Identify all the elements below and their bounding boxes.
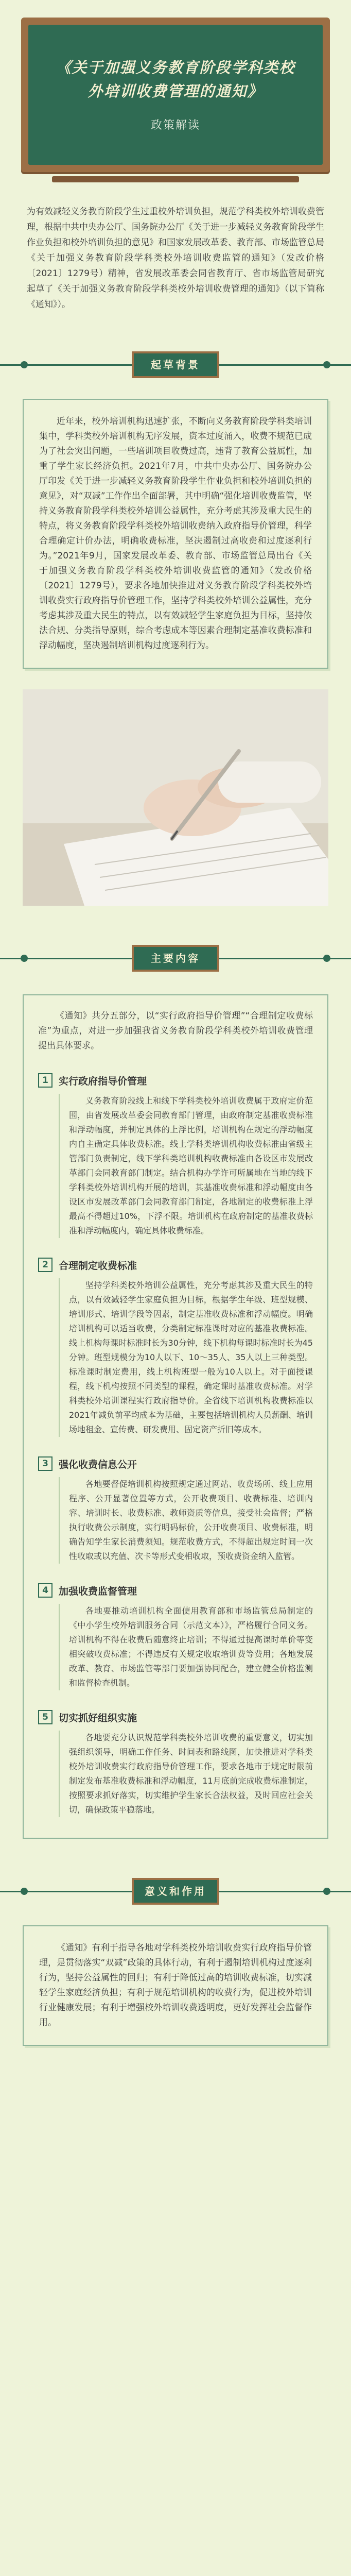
item-body: 各地要督促培训机构按照规定通过网站、收费场所、线上应用程序、公开显著位置等方式，公开收费项目、收费标准、培训内容、培训时长、收费标准、教师资质等信息，接受社会监督；严格执行收费公示制度，实行明码标价，公开收费项目、收费标准，明确告知学生家长消费须知。规范收费方式，不得超出规定时间一次性收取或以充值、次卡等形式变相收取，预收费资金纳入监管。 [59,1477,313,1564]
section-tag-content: 主要内容 [132,945,219,972]
item-body: 义务教育阶段线上和线下学科类校外培训收费属于政府定价范围，由省发展改革委会同教育部门管理，由政府制定基准收费标准和浮动幅度，并制定具体的上浮比例，培训机构在规定的浮动幅度内自主确定具体收费标准。线上学科类培训机构收费标准由省级主管部门负责制定，线下学科类培训机构收费标准由各设区市发展改革部门会同教育部门制定。结合机构办学许可所属地在当地的线下学科类校外培训机构开展的培训，其基准收费标准和浮动幅度由各设区市发展改革部门会同教育部门制定，各地制定的收费标准上浮最高不得超过10%，下浮不限。培训机构在政府制定的基准收费标准和浮动幅度内，确定具体收费标准。 [59,1094,313,1238]
background-frame [23,399,328,669]
chalk-tray [52,176,299,182]
section-tag-background: 起草背景 [132,351,219,378]
content-item [38,1073,313,1238]
chalkboard-header [21,18,330,172]
section-tag-significance: 意义和作用 [132,1878,219,1905]
item-title: 加强收费监督管理 [59,1585,137,1597]
section-banner-content [0,938,351,979]
banner-dot [21,1888,28,1895]
item-number: 1 [38,1073,52,1088]
item-header [38,1710,313,1724]
content-lead: 《通知》共分五部分，以“实行政府指导价管理”“合理制定收费标准”为重点，对进一步加强我省义务教育阶段学科类校外培训收费管理提出具体要求。 [38,1011,313,1051]
intro-paragraph: 为有效减轻义务教育阶段学生过重校外培训负担，规范学科类校外培训收费管理，根据中共中央办公厅、国务院办公厅《关于进一步减轻义务教育阶段学生作业负担和校外培训负担的意见》和国家发展改革委、教育部、市场监管总局《关于加强义务教育阶段学科类校外培训收费监管的通知》（发改价格〔2021〕1279号）精神，省发展改革委会同省教育厅、省市场监管局研究起草了《关于加强义务教育阶段学科类校外培训收费管理的通知》（以下简称《通知》）。 [27,207,324,310]
item-header [38,1456,313,1471]
chalkboard-surface [28,25,323,165]
writing-hand-illustration [23,689,328,906]
content-frame [23,994,328,1839]
item-number: 3 [38,1456,52,1471]
banner-dot [21,955,28,962]
content-item [38,1456,313,1564]
section-banner-background [0,344,351,385]
significance-text: 《通知》有利于指导各地对学科类校外培训收费实行政府指导价管理，是贯彻落实“双减”政策的具体行动，有利于遏制培训机构过度逐利行为，坚持公益属性的回归；有利于降低过高的培训收费标准，切实减轻学生家庭经济负担；有利于规范培训机构的收费行为，促进校外培训行业健康发展；有利于增强校外培训收费透明度，更好发挥社会监督作用。 [39,1943,312,2028]
banner-dot [323,1888,330,1895]
writing-hand-photo [23,689,328,906]
item-title: 合理制定收费标准 [59,1260,137,1272]
significance-frame [23,1925,328,2046]
item-header [38,1583,313,1598]
background-text: 近年来，校外培训机构迅速扩张，不断向义务教育阶段学科类培训集中，学科类校外培训机构无序发展，资本过度涌入，收费不规范已成为了社会突出问题，一些培训项目收费过高，违背了教育公益属性，加重了学生家长经济负担。2021年7月，中共中央办公厅、国务院办公厅印发《关于进一步减轻义务教育阶段学生作业负担和校外培训负担的意见》，对“双减”工作作出全面部署，其中明确“强化培训收费监管，坚持义务教育阶段学科类校外培训公益属性，充分考虑其涉及重大民生的特点，将义务教育阶段学科类校外培训收费纳入政府指导价管理，科学合理确定计价办法，明确收费标准，坚决遏制过高收费和过度逐利行为。”2021年9月，国家发展改革委、教育部、市场监管总局出台《关于加强义务教育阶段学科类校外培训收费监管的通知》（发改价格〔2021〕1279号），要求各地加快推进对义务教育阶段学科类校外培训收费实行政府指导价管理工作，坚持学科类校外培训公益属性，充分考虑其涉及重大民生的特点，以有效减轻学生家庭负担为目标，坚持依法合规、分类指导原则，综合考虑成本等因素合理制定基准收费标准和浮动幅度，坚决遏制培训机构过度逐利行为。 [39,416,312,651]
item-body: 坚持学科类校外培训公益属性，充分考虑其涉及重大民生的特点，以有效减轻学生家庭负担为目标，根据学生年级、班型规模、培训形式、培训学段等因素，制定基准收费标准和浮动幅度。明确培训机构可以适当收费，分类制定标准课时对应的基准收费标准。线上机构每课时标准时长为30分钟，线下机构每课时标准时长为45分钟。班型规模分为10人以下、10～35人、35人以上三种类型。标准课时制定费用，线上机构班型一般为10人以上。对于面授课程，线下机构按照不同类型的课程，确定课时基准收费标准。对学科类校外培训课程实行政府指导价。全省线下培训机构收费标准以2021年减负前平均成本为基础，主要包括培训机构人员薪酬、培训场地租金、宣传费、研发费用、固定资产折旧等成本。 [59,1278,313,1437]
item-number: 5 [38,1710,52,1724]
banner-dot [323,361,330,368]
item-body: 各地要推动培训机构全面使用教育部和市场监管总局制定的《中小学生校外培训服务合同（示范文本）》，严格履行合同义务。培训机构不得在收费后随意终止培训；不得通过提高课时单价等变相突破收费标准；不得违反有关规定收取培训费等费用；各地发展改革、教育、市场监管等部门要加强协同配合，建立健全价格监测和监督检查机制。 [59,1604,313,1690]
content-item [38,1710,313,1817]
item-number: 4 [38,1583,52,1598]
article-title: 《关于加强义务教育阶段学科类校外培训收费管理的通知》 [56,59,295,100]
item-header [38,1073,313,1088]
content-item [38,1258,313,1437]
item-title: 实行政府指导价管理 [59,1075,147,1087]
content-item [38,1583,313,1690]
section-banner-significance [0,1871,351,1912]
item-number: 2 [38,1258,52,1272]
banner-dot [21,361,28,368]
item-body: 各地要充分认识规范学科类校外培训收费的重要意义，切实加强组织领导，明确工作任务、时间表和路线图，加快推进对学科类校外培训收费实行政府指导价管理工作，要求各地市于规定时限前制定发布基准收费标准和浮动幅度，11月底前完成收费标准制定，按照要求抓好落实，切实维护学生家长合法权益，及时回应社会关切，确保政策平稳落地。 [59,1731,313,1817]
item-header [38,1258,313,1272]
item-title: 切实抓好组织实施 [59,1712,137,1724]
banner-dot [323,955,330,962]
article-subtitle: 政策解读 [150,119,200,132]
item-title: 强化收费信息公开 [59,1459,137,1470]
